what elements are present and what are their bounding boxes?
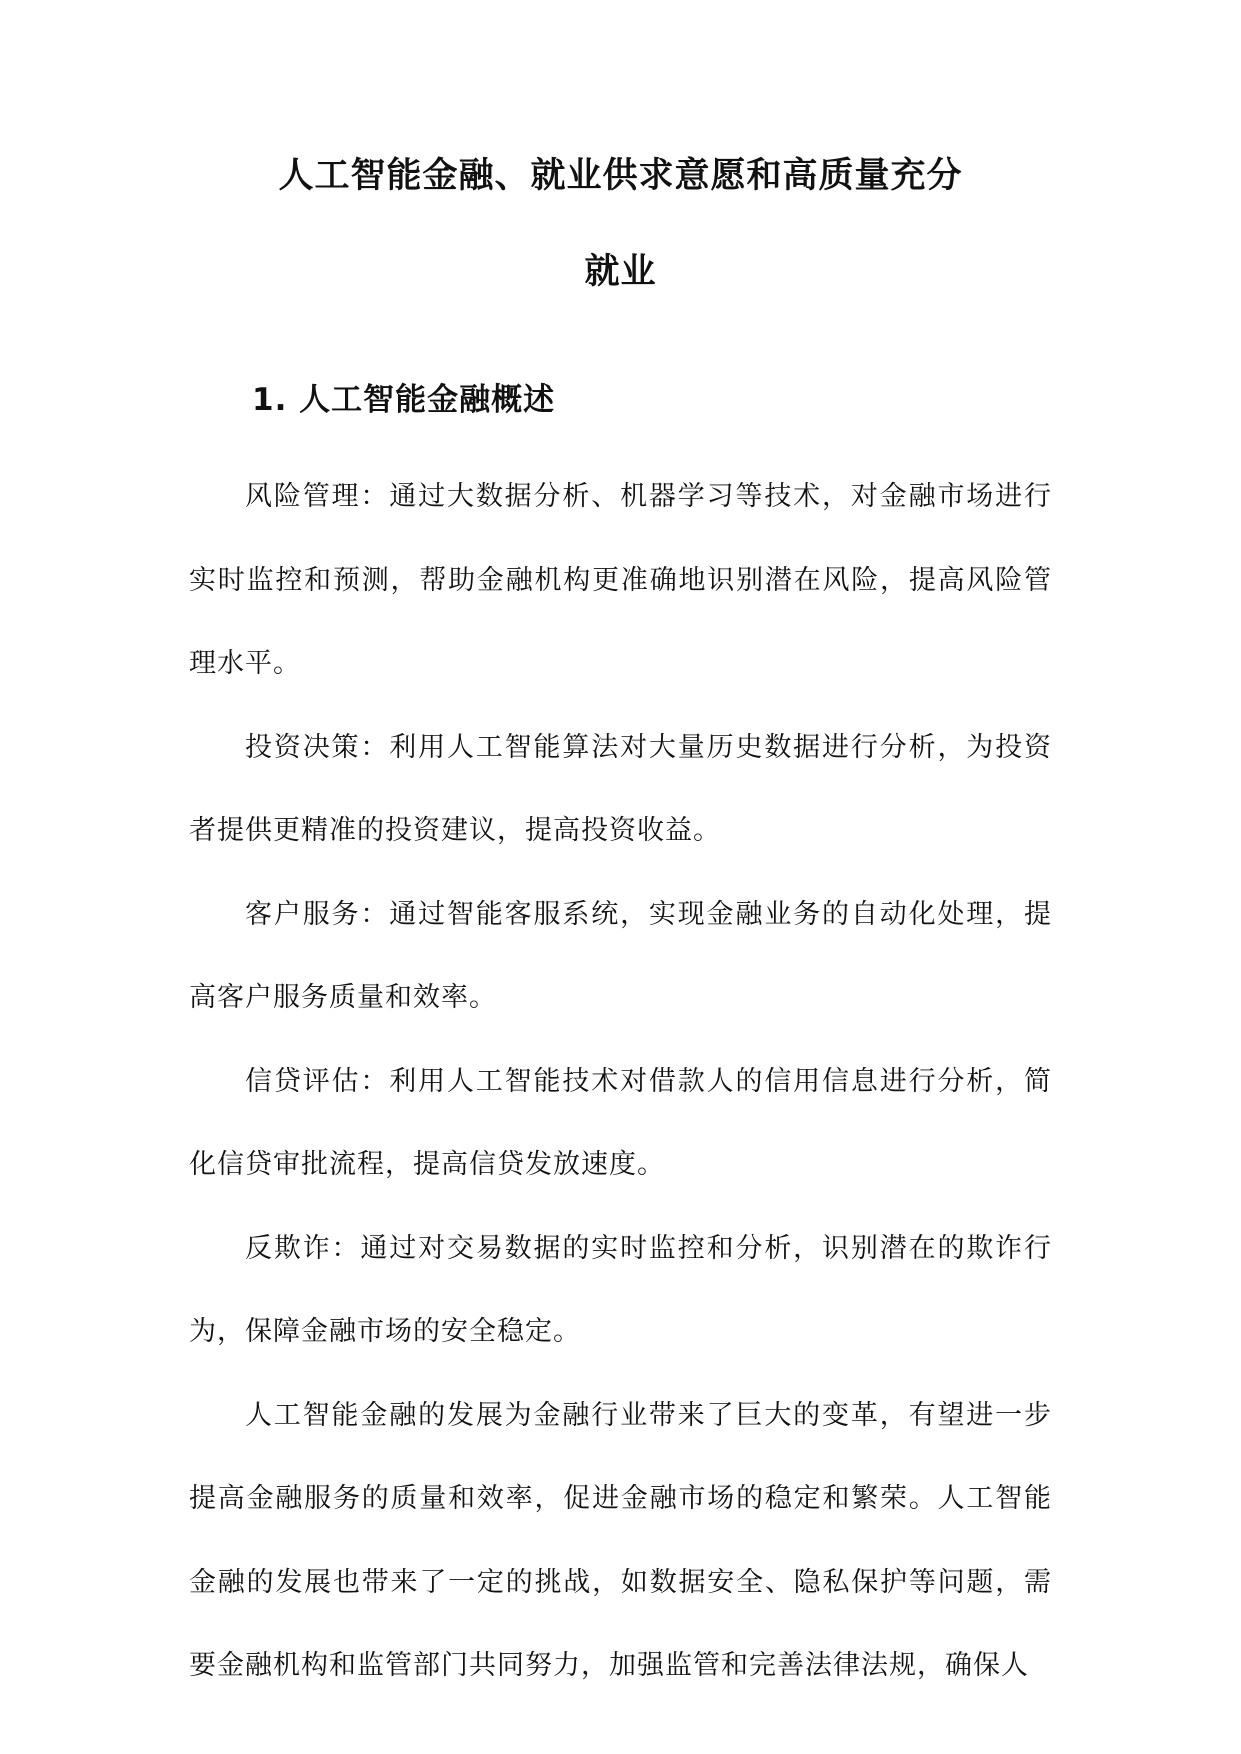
- paragraph-summary: 人工智能金融的发展为金融行业带来了巨大的变革，有望进一步提高金融服务的质量和效率，促进金融市场的稳定和繁荣。人工智能金融的发展也带来了一定的挑战，如数据安全、隐私保护等问题，需要金融机构和监管部门共同努力，加强监管和完善法律法规，确保人: [189, 1399, 1052, 1681]
- paragraph-anti-fraud: 反欺诈：通过对交易数据的实时监控和分析，识别潜在的欺诈行为，保障金融市场的安全稳定。: [189, 1232, 1052, 1347]
- paragraph-customer-service: 客户服务：通过智能客服系统，实现金融业务的自动化处理，提高客户服务质量和效率。: [189, 898, 1052, 1013]
- document-title-line-2: 就业: [584, 252, 657, 292]
- body-text: [189, 455, 1052, 1708]
- section-heading: 1. 人工智能金融概述: [252, 382, 556, 418]
- document-title-line-1: 人工智能金融、就业供求意愿和高质量充分: [278, 156, 963, 196]
- paragraph-investment-decision: 投资决策：利用人工智能算法对大量历史数据进行分析，为投资者提供更精准的投资建议，提高投资收益。: [189, 731, 1052, 846]
- paragraph-credit-assessment: 信贷评估：利用人工智能技术对借款人的信用信息进行分析，简化信贷审批流程，提高信贷发放速度。: [189, 1065, 1052, 1180]
- paragraph-risk-management: 风险管理：通过大数据分析、机器学习等技术，对金融市场进行实时监控和预测，帮助金融机构更准确地识别潜在风险，提高风险管理水平。: [189, 481, 1052, 679]
